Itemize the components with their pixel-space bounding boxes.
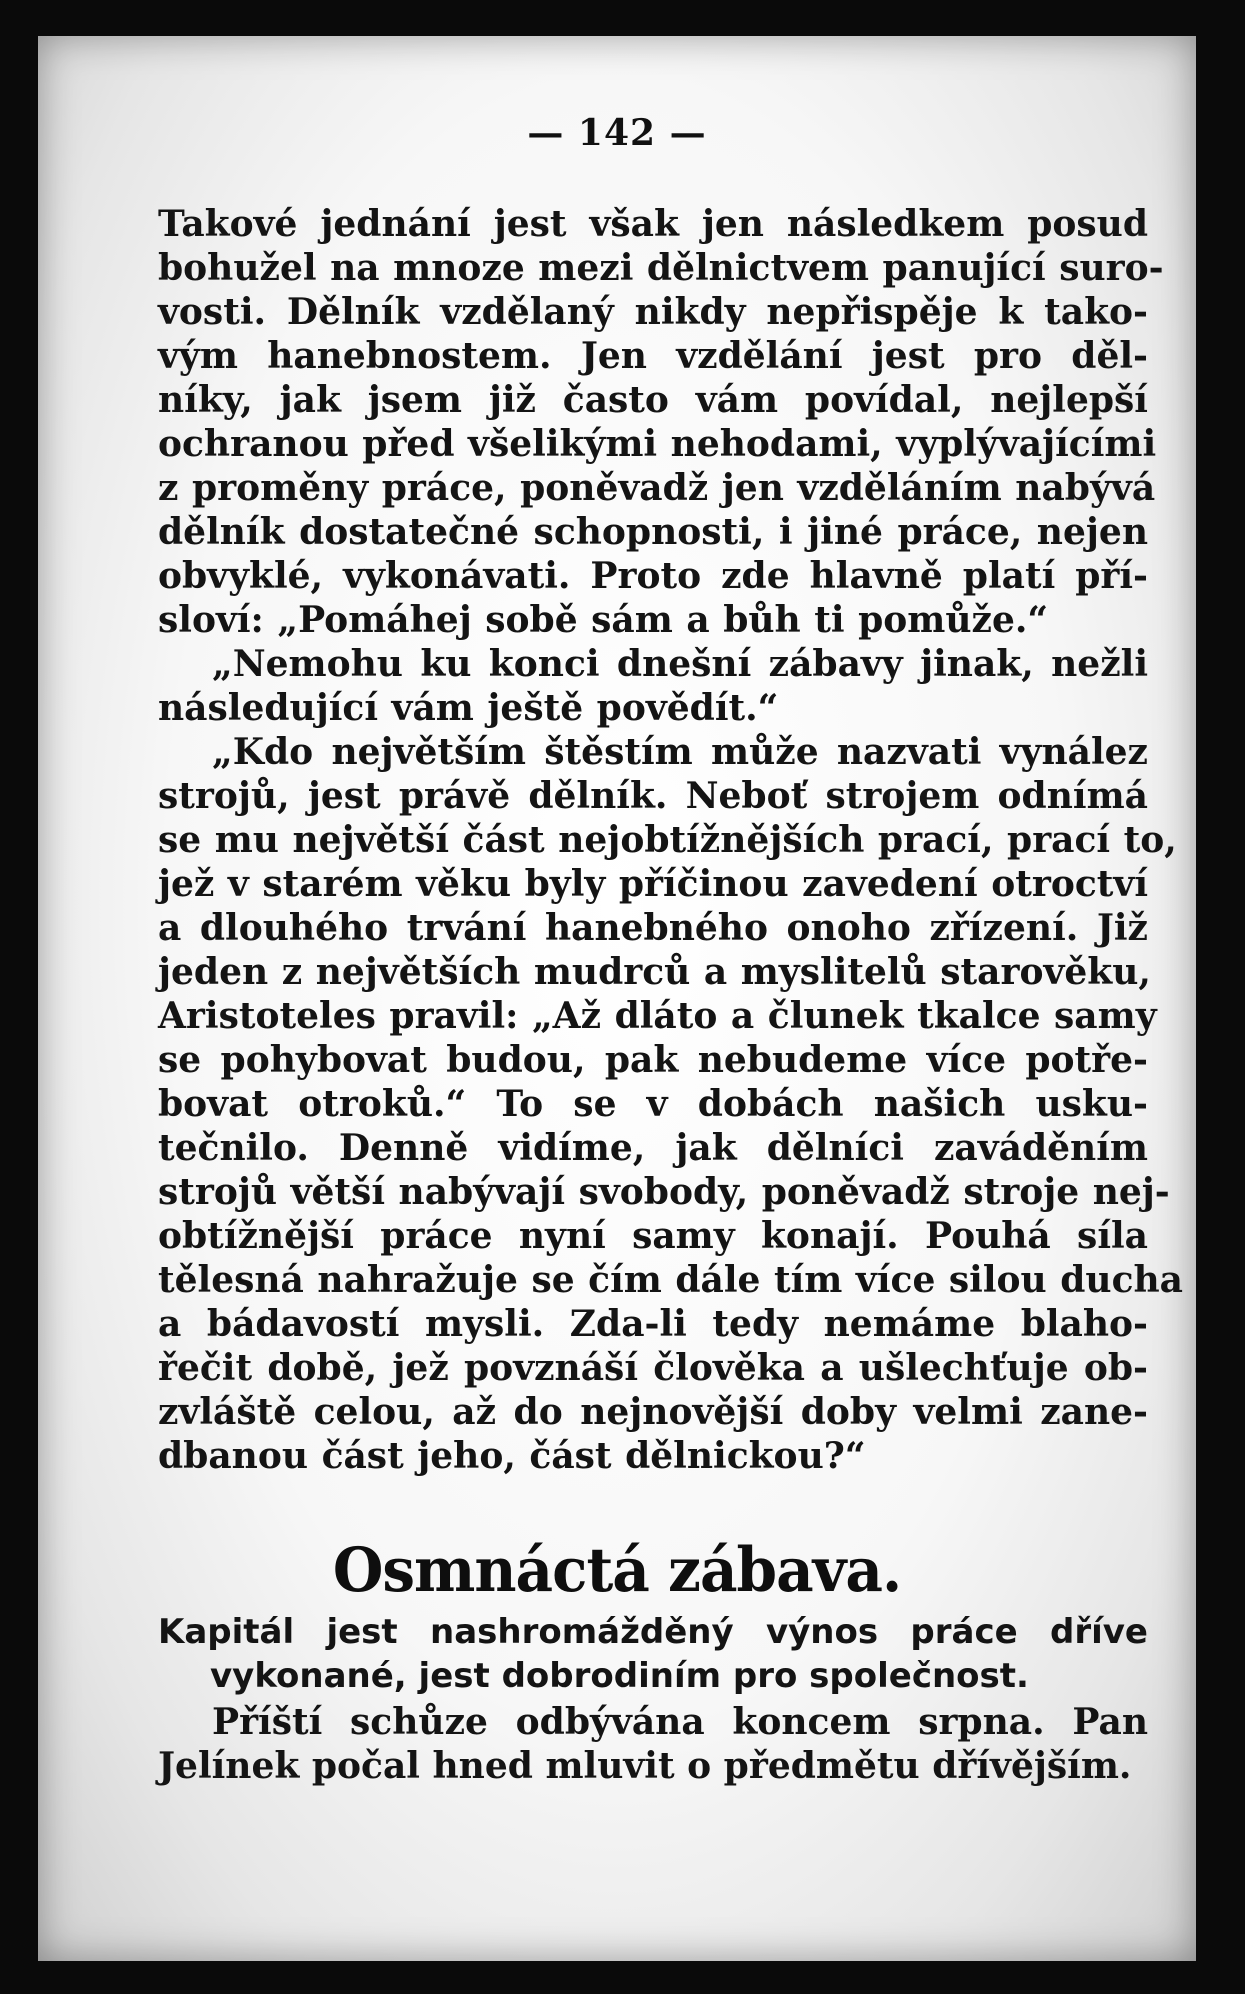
text-line: vosti. Dělník vzdělaný nikdy nepřispěje k tako- xyxy=(158,291,1148,333)
text-line: „Nemohu ku konci dnešní zábavy jinak, nežli xyxy=(212,643,1148,685)
text-line: následující vám ještě povědít.“ xyxy=(158,687,779,729)
text-line: obvyklé, vykonávati. Proto zde hlavně platí pří- xyxy=(158,555,1148,597)
text-line: bovat otroků.“ To se v dobách našich usku- xyxy=(158,1083,1148,1125)
text-line: a dlouhého trvání hanebného onoho zřízení. Již xyxy=(158,907,1148,949)
text-line: dbanou část jeho, část dělnickou?“ xyxy=(158,1435,866,1477)
text-line: Takové jednání jest však jen následkem posud xyxy=(158,203,1148,245)
book-page xyxy=(38,36,1196,1961)
text-line: jeden z největších mudrců a myslitelů starověku, xyxy=(158,951,1151,993)
text-line: tečnilo. Denně vidíme, jak dělníci zaváděním xyxy=(158,1127,1148,1169)
text-line: ochranou před všelikými nehodami, vyplývajícími xyxy=(158,423,1157,465)
text-line: strojů větší nabývají svobody, poněvadž stroje nej- xyxy=(158,1171,1170,1213)
chapter-heading: Osmnáctá zábava. xyxy=(332,1534,902,1606)
text-line: z proměny práce, poněvadž jen vzděláním nabývá xyxy=(158,467,1156,509)
text-line: jež v starém věku byly příčinou zavedení otroctví xyxy=(158,863,1148,905)
chapter-thesis xyxy=(158,1610,1148,1698)
text-line: řečit době, jež povznáší člověka a ušlechťuje ob- xyxy=(158,1347,1148,1389)
body-text xyxy=(158,202,1183,1478)
chapter-opening-paragraph xyxy=(158,1700,1148,1788)
text-line: Jelínek počal hned mluvit o předmětu dřívějším. xyxy=(158,1745,1132,1787)
thesis-line: Kapitál jest nashromážděný výnos práce dříve xyxy=(158,1612,1148,1652)
text-line: strojů, jest právě dělník. Neboť strojem odnímá xyxy=(158,775,1148,817)
text-line: Příští schůze odbývána koncem srpna. Pan xyxy=(212,1701,1148,1743)
text-line: se pohybovat budou, pak nebudeme více potře- xyxy=(158,1039,1148,1081)
text-line: dělník dostatečné schopnosti, i jiné práce, nejen xyxy=(158,511,1148,553)
text-line: Aristoteles pravil: „Až dláto a člunek tkalce samy xyxy=(158,995,1157,1037)
text-line: sloví: „Pomáhej sobě sám a bůh ti pomůže.“ xyxy=(158,599,1049,641)
text-line: bohužel na mnoze mezi dělnictvem panující suro- xyxy=(158,247,1164,289)
text-line: vým hanebnostem. Jen vzdělání jest pro děl- xyxy=(158,335,1148,377)
text-line: „Kdo největším štěstím může nazvati vynález xyxy=(212,731,1148,773)
text-line: zvláště celou, až do nejnovější doby velmi zane- xyxy=(158,1391,1148,1433)
thesis-line: vykonané, jest dobrodiním pro společnost. xyxy=(210,1656,1029,1696)
text-line: níky, jak jsem již často vám povídal, nejlepší xyxy=(158,379,1148,421)
text-line: obtížnější práce nyní samy konají. Pouhá síla xyxy=(158,1215,1148,1257)
text-line: a bádavostí mysli. Zda-li tedy nemáme blaho- xyxy=(158,1303,1148,1345)
text-line: se mu největší část nejobtížnějších prací, prací to, xyxy=(158,819,1177,861)
text-line: tělesná nahražuje se čím dále tím více silou ducha xyxy=(158,1259,1183,1301)
page-number: — 142 — xyxy=(527,112,707,154)
